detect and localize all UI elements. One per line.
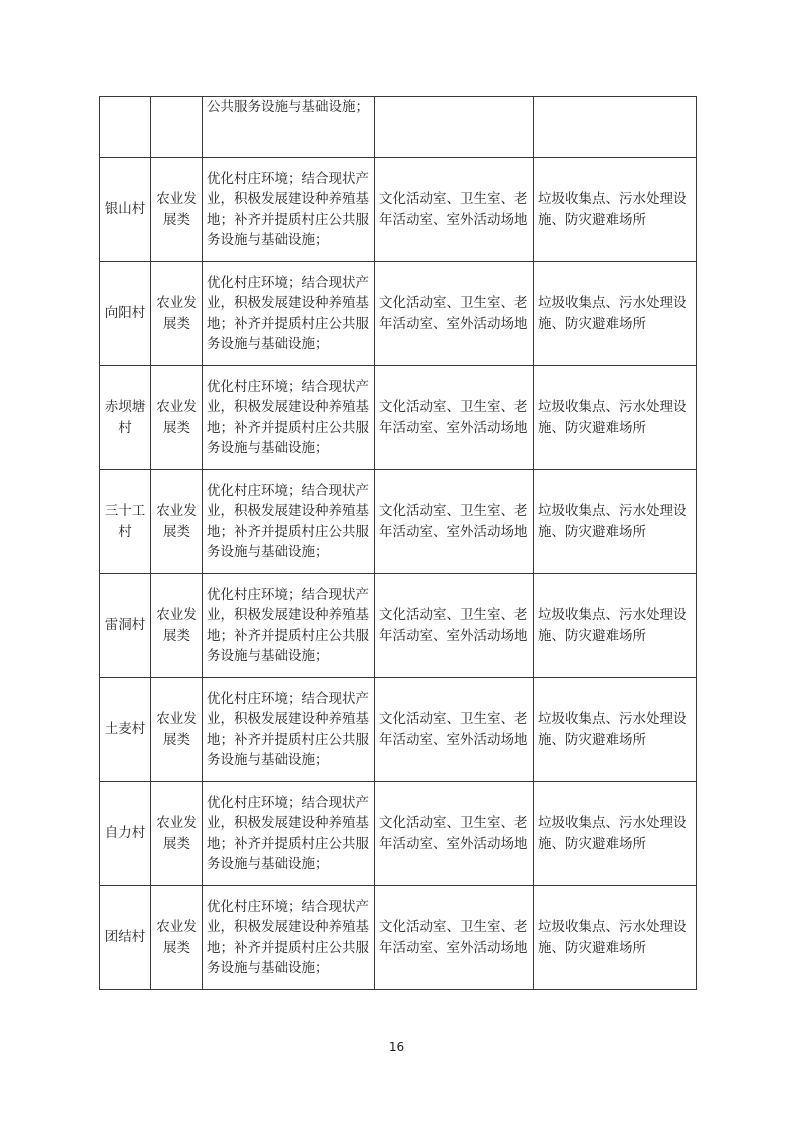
village-name-cell: 银山村 <box>100 158 151 262</box>
infrastructure-cell: 垃圾收集点、污水处理设施、防灾避难场所 <box>534 262 697 366</box>
infrastructure-cell: 垃圾收集点、污水处理设施、防灾避难场所 <box>534 678 697 782</box>
village-type-cell: 农业发展类 <box>151 886 203 990</box>
table-row <box>100 886 697 990</box>
measure-cell: 公共服务设施与基础设施； <box>203 97 375 158</box>
infrastructure-cell: 垃圾收集点、污水处理设施、防灾避难场所 <box>534 886 697 990</box>
measure-cell: 优化村庄环境；结合现状产业，积极发展建设种养殖基地；补齐并提质村庄公共服务设施与基础设施； <box>203 470 375 574</box>
village-name-cell: 赤坝塘村 <box>100 366 151 470</box>
village-name-cell: 土麦村 <box>100 678 151 782</box>
village-name-cell: 向阳村 <box>100 262 151 366</box>
measure-cell: 优化村庄环境；结合现状产业，积极发展建设种养殖基地；补齐并提质村庄公共服务设施与基础设施； <box>203 678 375 782</box>
table-row <box>100 366 697 470</box>
village-planning-table <box>99 96 697 990</box>
infrastructure-cell: 垃圾收集点、污水处理设施、防灾避难场所 <box>534 158 697 262</box>
public-facilities-cell: 文化活动室、卫生室、老年活动室、室外活动场地 <box>375 470 534 574</box>
infrastructure-cell <box>534 97 697 158</box>
table-row <box>100 574 697 678</box>
public-facilities-cell <box>375 97 534 158</box>
village-type-cell: 农业发展类 <box>151 574 203 678</box>
village-type-cell: 农业发展类 <box>151 782 203 886</box>
measure-cell: 优化村庄环境；结合现状产业，积极发展建设种养殖基地；补齐并提质村庄公共服务设施与基础设施； <box>203 782 375 886</box>
village-name-cell: 雷洞村 <box>100 574 151 678</box>
infrastructure-cell: 垃圾收集点、污水处理设施、防灾避难场所 <box>534 366 697 470</box>
infrastructure-cell: 垃圾收集点、污水处理设施、防灾避难场所 <box>534 574 697 678</box>
public-facilities-cell: 文化活动室、卫生室、老年活动室、室外活动场地 <box>375 886 534 990</box>
table-row <box>100 782 697 886</box>
village-name-cell: 团结村 <box>100 886 151 990</box>
village-type-cell: 农业发展类 <box>151 470 203 574</box>
village-type-cell <box>151 97 203 158</box>
table-row <box>100 470 697 574</box>
public-facilities-cell: 文化活动室、卫生室、老年活动室、室外活动场地 <box>375 574 534 678</box>
public-facilities-cell: 文化活动室、卫生室、老年活动室、室外活动场地 <box>375 366 534 470</box>
village-type-cell: 农业发展类 <box>151 366 203 470</box>
table-row <box>100 678 697 782</box>
infrastructure-cell: 垃圾收集点、污水处理设施、防灾避难场所 <box>534 782 697 886</box>
measure-cell: 优化村庄环境；结合现状产业，积极发展建设种养殖基地；补齐并提质村庄公共服务设施与基础设施； <box>203 886 375 990</box>
village-type-cell: 农业发展类 <box>151 262 203 366</box>
measure-cell: 优化村庄环境；结合现状产业，积极发展建设种养殖基地；补齐并提质村庄公共服务设施与基础设施； <box>203 574 375 678</box>
public-facilities-cell: 文化活动室、卫生室、老年活动室、室外活动场地 <box>375 782 534 886</box>
table-row-continuation <box>100 97 697 158</box>
measure-cell: 优化村庄环境；结合现状产业，积极发展建设种养殖基地；补齐并提质村庄公共服务设施与基础设施； <box>203 158 375 262</box>
village-type-cell: 农业发展类 <box>151 678 203 782</box>
infrastructure-cell: 垃圾收集点、污水处理设施、防灾避难场所 <box>534 470 697 574</box>
page-number: 16 <box>388 1040 405 1054</box>
public-facilities-cell: 文化活动室、卫生室、老年活动室、室外活动场地 <box>375 678 534 782</box>
table-row <box>100 262 697 366</box>
village-type-cell: 农业发展类 <box>151 158 203 262</box>
measure-cell: 优化村庄环境；结合现状产业，积极发展建设种养殖基地；补齐并提质村庄公共服务设施与基础设施； <box>203 366 375 470</box>
public-facilities-cell: 文化活动室、卫生室、老年活动室、室外活动场地 <box>375 158 534 262</box>
village-name-cell <box>100 97 151 158</box>
table-row <box>100 158 697 262</box>
village-name-cell: 自力村 <box>100 782 151 886</box>
village-name-cell: 三十工村 <box>100 470 151 574</box>
public-facilities-cell: 文化活动室、卫生室、老年活动室、室外活动场地 <box>375 262 534 366</box>
measure-cell: 优化村庄环境；结合现状产业，积极发展建设种养殖基地；补齐并提质村庄公共服务设施与基础设施； <box>203 262 375 366</box>
table-body <box>100 97 697 990</box>
